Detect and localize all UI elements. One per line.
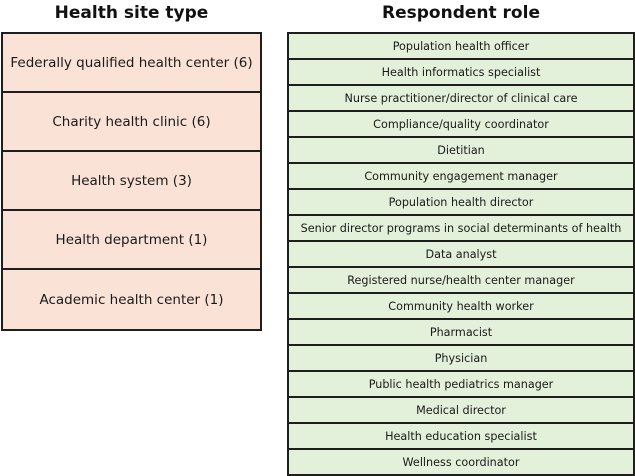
role-row: Senior director programs in social determinants of health	[289, 216, 633, 242]
role-row: Dietitian	[289, 138, 633, 164]
site-type-row: Charity health clinic (6)	[3, 93, 260, 152]
role-row: Physician	[289, 346, 633, 372]
role-row: Community engagement manager	[289, 164, 633, 190]
role-row: Data analyst	[289, 242, 633, 268]
role-row: Health education specialist	[289, 424, 633, 450]
role-row: Health informatics specialist	[289, 60, 633, 86]
role-row: Population health officer	[289, 34, 633, 60]
site-type-row: Health department (1)	[3, 211, 260, 270]
site-type-row: Health system (3)	[3, 152, 260, 211]
health-site-type-title: Health site type	[54, 3, 209, 23]
role-row: Wellness coordinator	[402, 455, 520, 469]
role-row: Nurse practitioner/director of clinical care	[289, 86, 633, 112]
role-row: Population health director	[289, 190, 633, 216]
role-row: Community health worker	[289, 294, 633, 320]
role-row: Medical director	[289, 398, 633, 424]
respondent-role-title: Respondent role	[382, 3, 540, 23]
role-row: Public health pediatrics manager	[289, 372, 633, 398]
role-row: Pharmacist	[289, 320, 633, 346]
site-type-row: Federally qualified health center (6)	[3, 34, 260, 93]
role-row: Registered nurse/health center manager	[289, 268, 633, 294]
role-row: Compliance/quality coordinator	[289, 112, 633, 138]
respondent-role-table	[287, 32, 635, 476]
health-site-type-table	[1, 32, 262, 331]
site-type-row: Academic health center (1)	[39, 291, 224, 308]
